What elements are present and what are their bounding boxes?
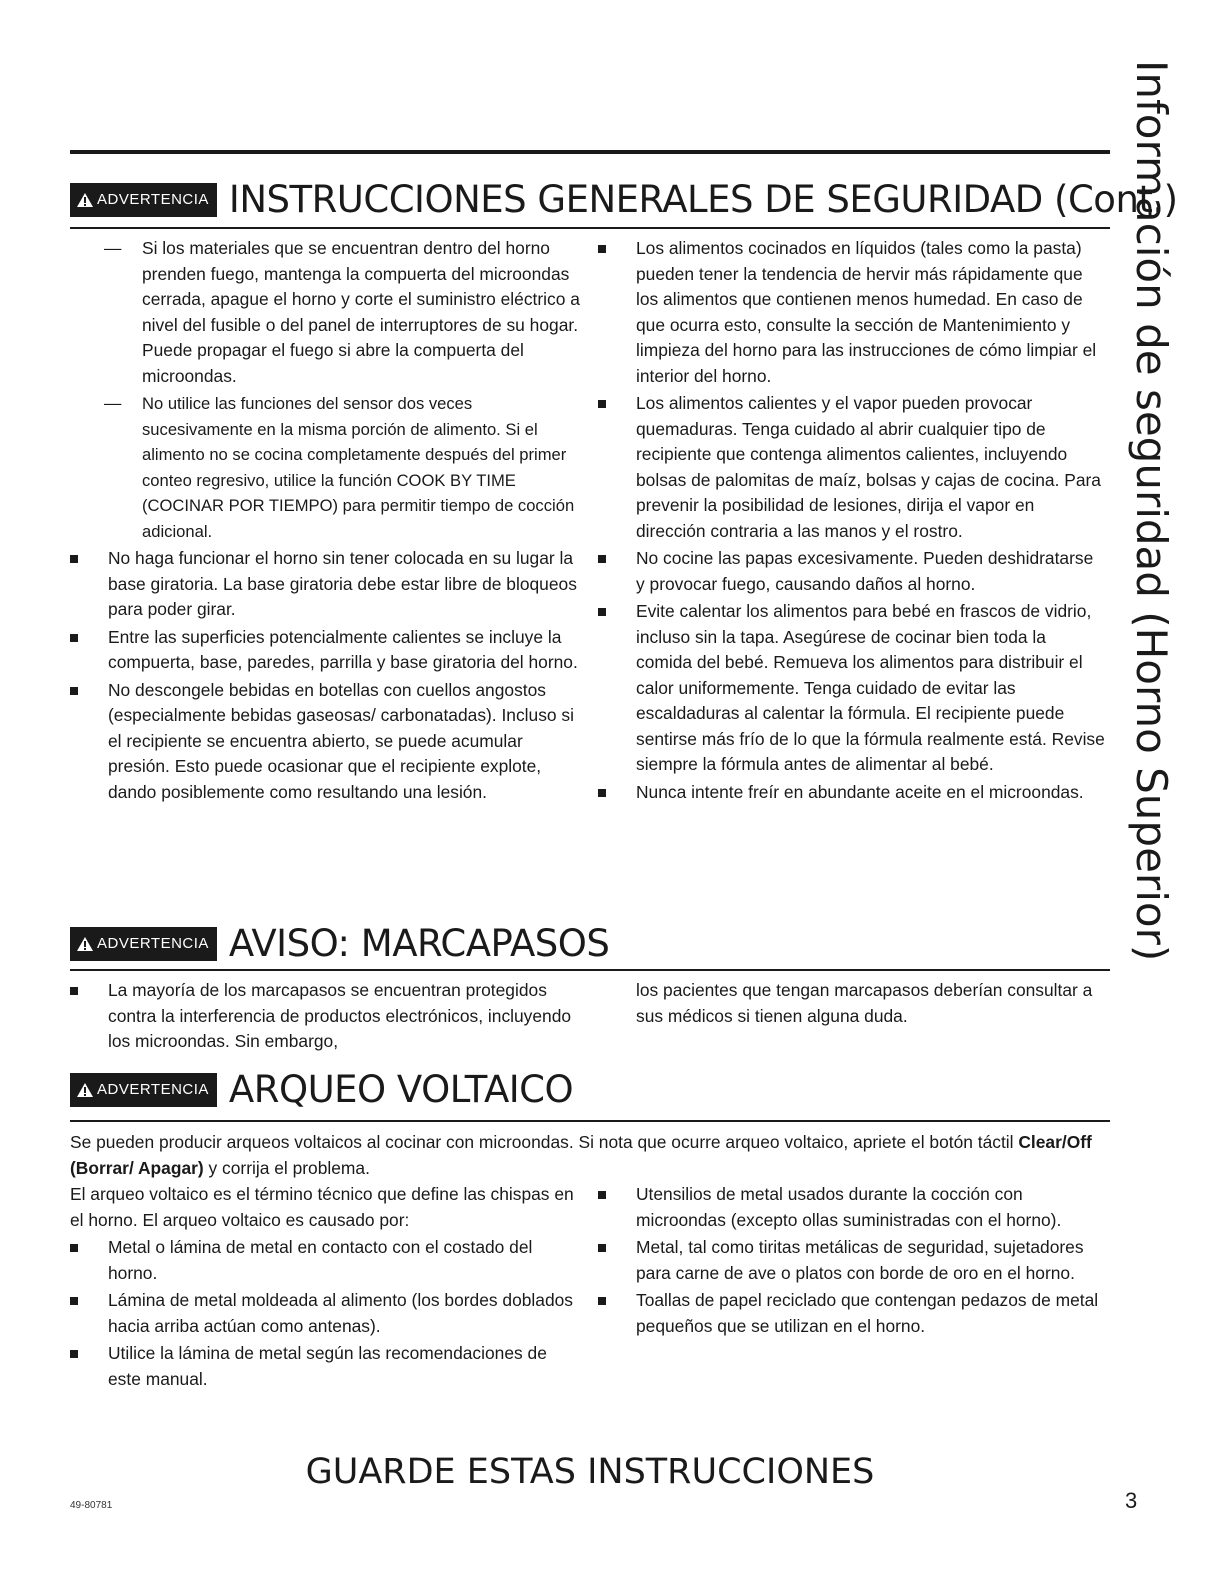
- section-rule: [70, 227, 1110, 229]
- list-item: [598, 546, 1106, 597]
- warning-badge: [70, 927, 217, 961]
- list-item: [70, 625, 580, 676]
- section-title: ARQUEO VOLTAICO: [228, 1068, 574, 1111]
- list-item: [598, 236, 1106, 389]
- list-item-text: Lámina de metal moldeada al alimento (los bordes doblados hacia arriba actúan como antenas).: [108, 1290, 573, 1336]
- list-item: [598, 1235, 1110, 1286]
- list-item: [70, 978, 580, 1055]
- warning-triangle-icon: [76, 936, 94, 952]
- warning-badge-label: ADVERTENCIA: [97, 1081, 209, 1098]
- list-item: [598, 391, 1106, 544]
- warning-badge: [70, 183, 217, 217]
- list-item-text: Metal o lámina de metal en contacto con el costado del horno.: [108, 1237, 533, 1283]
- arcing-right-column: [598, 1182, 1110, 1341]
- paragraph: los pacientes que tengan marcapasos deberían consultar a sus médicos si tienen alguna duda.: [636, 980, 1093, 1026]
- list-item: [70, 1235, 580, 1286]
- pacemakers-left-column: [70, 978, 580, 1057]
- list-item-text: Los alimentos calientes y el vapor pueden provocar quemaduras. Tenga cuidado al abrir cualquier tipo de recipiente que contenga alimentos calientes, incluyendo bolsas de palomitas de maíz, bolsas y cajas de cocina. Para prevenir la posibilidad de lesiones, dirija el vapor en dirección contraria a las manos y el rostro.: [636, 393, 1101, 541]
- list-item-text: Entre las superficies potencialmente calientes se incluye la compuerta, base, paredes, parrilla y base giratoria del horno.: [108, 626, 578, 672]
- list-item-text: La mayoría de los marcapasos se encuentran protegidos contra la interferencia de productos electrónicos, incluyendo los microondas. Sin embargo,: [108, 980, 572, 1051]
- list-item-text: Nunca intente freír en abundante aceite en el microondas.: [636, 781, 1084, 802]
- intro-text: Se pueden producir arqueos voltaicos al cocinar con microondas. Si nota que ocurre arqueo voltaico, apriete el botón táctil: [70, 1132, 1019, 1152]
- list-item: [70, 546, 580, 623]
- arcing-left-column: [70, 1182, 580, 1394]
- general-safety-left-column: [70, 236, 580, 807]
- list-item-text: No utilice las funciones del sensor dos veces sucesivamente en la misma porción de alimento. Si el alimento no se cocina completamente después del primer conteo regresivo, utilice la función COOK BY TIME (COCINAR POR TIEMPO) para permitir tiempo de cocción adicional.: [142, 394, 575, 541]
- section-header-pacemakers: [70, 922, 609, 965]
- warning-triangle-icon: [76, 192, 94, 208]
- warning-triangle-icon: [76, 1082, 94, 1098]
- paragraph: El arqueo voltaico es el término técnico que define las chispas en el horno. El arqueo voltaico es causado por:: [70, 1184, 574, 1230]
- section-rule: [70, 969, 1110, 971]
- clear-off-key-name: Clear/Off (Borrar/ Apagar): [70, 1132, 1092, 1178]
- list-item-text: Evite calentar los alimentos para bebé en frascos de vidrio, incluso sin la tapa. Asegúrese de cocinar bien toda la comida del bebé. Remueva los alimentos para distribuir el calor uniformemente. Tenga cuidado de evitar las escaldaduras al calentar la fórmula. El recipiente puede sentirse más frío de lo que la fórmula realmente está. Revise siempre la fórmula antes de alimentar al bebé.: [636, 601, 1105, 774]
- intro-text-end: y corrija el problema.: [203, 1157, 370, 1178]
- document-code: 49-80781: [70, 1500, 113, 1511]
- list-item: [70, 236, 580, 389]
- side-tab-label: Información de seguridad (Horno Superior): [1127, 60, 1176, 962]
- section-title: AVISO: MARCAPASOS: [228, 922, 610, 965]
- top-rule: [70, 150, 1110, 154]
- warning-badge-label: ADVERTENCIA: [97, 191, 209, 208]
- paragraph: [70, 1130, 1110, 1181]
- list-item-text: No cocine las papas excesivamente. Pueden deshidratarse y provocar fuego, causando daños al horno.: [636, 548, 1094, 594]
- section-title: INSTRUCCIONES GENERALES DE SEGURIDAD (Cont.): [228, 178, 1178, 221]
- section-rule: [70, 1120, 1110, 1122]
- list-item: [598, 599, 1106, 778]
- arcing-intro: [70, 1130, 1110, 1185]
- list-item-text: Metal, tal como tiritas metálicas de seguridad, sujetadores para carne de ave o platos con borde de oro en el horno.: [636, 1237, 1084, 1283]
- list-item: [70, 1341, 580, 1392]
- pacemakers-right-column: [636, 978, 1106, 1033]
- page-number: 3: [1125, 1488, 1138, 1513]
- list-item-text: Si los materiales que se encuentran dentro del horno prenden fuego, mantenga la compuerta del microondas cerrada, apague el horno y corte el suministro eléctrico a nivel del fusible o del panel de interruptores de su hogar. Puede propagar el fuego si abre la compuerta del microondas.: [142, 238, 580, 386]
- section-header-arcing: [70, 1068, 573, 1111]
- list-item: [70, 1288, 580, 1339]
- list-item: [70, 678, 580, 806]
- list-item: [598, 1182, 1110, 1233]
- general-safety-right-column: [598, 236, 1106, 807]
- warning-badge-label: ADVERTENCIA: [97, 935, 209, 952]
- list-item-text: Utensilios de metal usados durante la cocción con microondas (excepto ollas suministradas con el horno).: [636, 1184, 1062, 1230]
- list-item-text: Los alimentos cocinados en líquidos (tales como la pasta) pueden tener la tendencia de hervir más rápidamente que los alimentos que contienen menos humedad. En caso de que ocurra esto, consulte la sección de Mantenimiento y limpieza del horno para las instrucciones de cómo limpiar el interior del horno.: [636, 238, 1097, 386]
- list-item-text: Toallas de papel reciclado que contengan pedazos de metal pequeños que se utilizan en el horno.: [636, 1290, 1099, 1336]
- section-header-general-safety: [70, 178, 1178, 221]
- warning-badge: [70, 1073, 217, 1107]
- footer-title: GUARDE ESTAS INSTRUCCIONES: [305, 1452, 875, 1492]
- list-item: [598, 780, 1106, 806]
- list-item-text: No descongele bebidas en botellas con cuellos angostos (especialmente bebidas gaseosas/ carbonatadas). Incluso si el recipiente se encuentra abierto, se puede acumular presión. Esto puede ocasionar que el recipiente explote, dando posiblemente como resultando una lesión.: [108, 679, 574, 802]
- list-item-text: No haga funcionar el horno sin tener colocada en su lugar la base giratoria. La base giratoria debe estar libre de bloqueos para poder girar.: [108, 548, 577, 619]
- list-item: [598, 1288, 1110, 1339]
- list-item: [70, 391, 580, 544]
- list-item-text: Utilice la lámina de metal según las recomendaciones de este manual.: [108, 1343, 547, 1389]
